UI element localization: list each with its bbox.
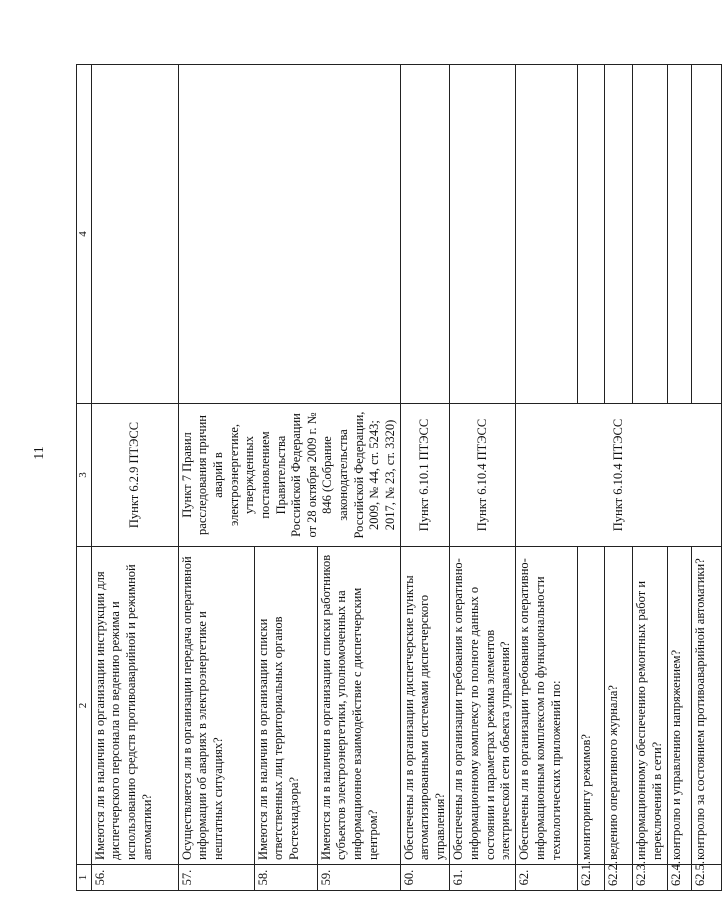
requirements-table — [76, 64, 722, 891]
row-question: мониторингу режимов? — [578, 547, 605, 865]
row-number: 62.2. — [605, 865, 633, 891]
row-number: 57. — [178, 865, 254, 891]
row-notes — [691, 65, 721, 404]
row-question: контролю за состоянием противоаварийной автоматики? — [691, 547, 721, 865]
table-row — [178, 65, 254, 891]
row-notes — [667, 65, 691, 404]
row-reference: Пункт 6.2.9 ПТЭСС — [91, 404, 178, 547]
row-number: 61. — [450, 865, 516, 891]
row-reference: Пункт 6.10.4 ПТЭСС — [516, 404, 721, 547]
row-question: Имеются ли в наличии в организации списки ответственных лиц территориальных органов Ростехнадзора? — [254, 547, 317, 865]
row-notes — [633, 65, 667, 404]
row-number: 60. — [400, 865, 450, 891]
table-header-row — [77, 65, 92, 891]
row-reference: Пункт 6.10.4 ПТЭСС — [450, 404, 516, 547]
header-col-4: 4 — [77, 65, 92, 404]
row-question: Обеспечены ли в организации требования к оперативно-информационному комплексу по полноте данных о состоянии и параметрах режима элементов электрической сети объекта управления? — [450, 547, 516, 865]
row-notes — [605, 65, 633, 404]
table-row — [91, 65, 178, 891]
header-col-3: 3 — [77, 404, 92, 547]
row-notes — [578, 65, 605, 404]
row-question: Обеспечены ли в организации диспетчерские пункты автоматизированными системами диспетчерского управления? — [400, 547, 450, 865]
row-number: 62.1. — [578, 865, 605, 891]
requirements-table-sheet — [76, 64, 707, 891]
row-question: Обеспечены ли в организации требования к оперативно-информационным комплексом по функциональности технологических приложений по: — [516, 547, 578, 865]
row-notes — [91, 65, 178, 404]
row-notes — [450, 65, 516, 404]
page-number: 11 — [32, 446, 47, 460]
row-question: Имеются ли в наличии в организации списки работников субъектов электроэнергетики, уполномоченных на информационное взаимодействие с диспетчерским центром? — [317, 547, 400, 865]
row-notes — [400, 65, 450, 404]
row-number: 56. — [91, 865, 178, 891]
row-question: ведению оперативного журнала? — [605, 547, 633, 865]
row-notes — [178, 65, 400, 404]
header-col-1: 1 — [77, 865, 92, 891]
table-row — [516, 65, 578, 891]
row-question: Имеются ли в наличии в организации инструкции для диспетчерского персонала по ведению режима и использованию средств противоаварийной и режимной автоматики? — [91, 547, 178, 865]
row-number: 59. — [317, 865, 400, 891]
row-number: 62. — [516, 865, 578, 891]
table-row — [450, 65, 516, 891]
table-row — [400, 65, 450, 891]
row-number: 62.4. — [667, 865, 691, 891]
row-number: 62.3. — [633, 865, 667, 891]
row-question: Осуществляется ли в организации передача оперативной информации об авариях в электроэнергетике и нештатных ситуациях? — [178, 547, 254, 865]
row-reference: Пункт 6.10.1 ПТЭСС — [400, 404, 450, 547]
row-question: информационному обеспечению ремонтных работ и переключений в сети? — [633, 547, 667, 865]
row-question: контролю и управлению напряжением? — [667, 547, 691, 865]
row-notes — [516, 65, 578, 404]
row-reference: Пункт 7 Правил расследования причин аварий в электроэнергетике, утвержденных постановлением Правительства Российской Федерации от 28 октября 2009 г. № 846 (Собрание законодательства Российской Федерации, 2009, № 44, ст. 5243; 2017, № 23, ст. 3320) — [178, 404, 400, 547]
row-number: 58. — [254, 865, 317, 891]
header-col-2: 2 — [77, 547, 92, 865]
row-number: 62.5. — [691, 865, 721, 891]
